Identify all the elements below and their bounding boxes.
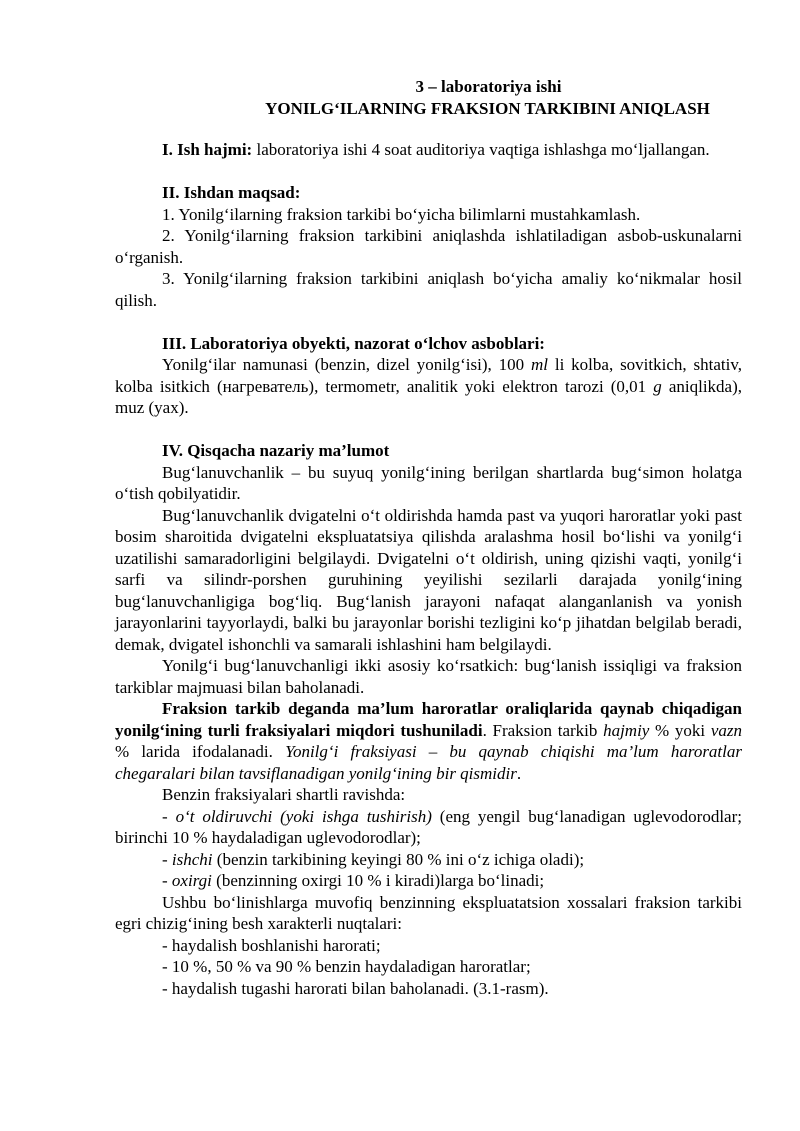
unit-g: g: [653, 376, 662, 396]
list-item: - oxirgi (benzinning oxirgi 10 % i kiradi)larga bo‘linadi;: [162, 871, 545, 890]
list-item: - 10 %, 50 % va 90 % benzin haydaladigan haroratlar;: [162, 957, 531, 976]
document-page: [115, 76, 742, 999]
lab-number: 3 – laboratoriya ishi: [415, 77, 562, 96]
list-item: 2. Yonilg‘ilarning fraksion tarkibini aniqlashda ishlatiladigan asbob-uskunalarni o‘rganish.: [115, 226, 742, 267]
section-heading: IV. Qisqacha nazariy ma’lumot: [162, 441, 390, 460]
page-title: YONILG‘ILARNING FRAKSION TARKIBINI ANIQLASH: [265, 98, 710, 118]
definition-italic: Yonilg‘i fraksiyasi – bu qaynab chiqishi ma’lum haroratlar chegaralari bilan tavsiflanadigan yonilg‘ining bir qismidir: [115, 742, 742, 783]
list-item: - haydalish boshlanishi harorati;: [162, 935, 381, 955]
unit-ml: ml: [531, 355, 549, 374]
paragraph: Bug‘lanuvchanlik – bu suyuq yonilg‘ining berilgan shartlarda bug‘simon holatga o‘tish qobilyatidir.: [115, 462, 742, 503]
list-item: 1. Yonilg‘ilarning fraksion tarkibi bo‘yicha bilimlarni mustahkamlash.: [162, 204, 641, 224]
paragraph-text: laboratoriya ishi 4 soat auditoriya vaqtiga ishlashga mo‘ljallangan.: [252, 140, 710, 159]
definition-paragraph: Fraksion tarkib deganda ma’lum haroratlar oraliqlarida qaynab chiqadigan yonilg‘ining turli fraksiyalari miqdori tushuniladi. Fraksion tarkib hajmiy % yoki vazn % larida ifodalanadi. Yonilg‘i fraksiyasi – bu qaynab chiqishi ma’lum haroratlar chegaralari bilan tavsiflanadigan yonilg‘ining bir qismidir.: [115, 699, 742, 783]
paragraph: Yonilg‘i bug‘lanuvchanligi ikki asosiy ko‘rsatkich: bug‘lanish issiqligi va fraksion tarkiblar majmuasi bilan baholanadi.: [115, 656, 742, 697]
equipment-paragraph: Yonilg‘ilar namunasi (benzin, dizel yonilg‘isi), 100 ml li kolba, sovitkich, shtativ, kolba isitkich (нагреватель), termometr, analitik yoki elektron tarozi (0,01 g aniqlikda), muz (yax).: [115, 355, 742, 417]
paragraph: Benzin fraksiyalari shartli ravishda:: [162, 785, 406, 804]
paragraph: Ushbu bo‘linishlarga muvofiq benzinning ekspluatatsion xossalari fraksion tarkibi egri chizig‘ining besh xarakterli nuqtalari:: [115, 892, 742, 933]
definition-bold: Fraksion tarkib deganda ma’lum haroratlar oraliqlarida qaynab chiqadigan yonilg‘ining turli fraksiyalari miqdori tushuniladi: [115, 699, 742, 740]
list-item: - ishchi (benzin tarkibining keyingi 80 % ini o‘z ichiga oladi);: [162, 849, 585, 869]
list-item: 3. Yonilg‘ilarning fraksion tarkibini aniqlash bo‘yicha amaliy ko‘nikmalar hosil qilish.: [115, 269, 742, 310]
section-heading: I. Ish hajmi:: [162, 140, 253, 159]
paragraph: Bug‘lanuvchanlik dvigatelni o‘t oldirishda hamda past va yuqori haroratlar yoki past bosim sharoitida dvigatelni ekspluatatsiya qilishda aralashma hosil bo‘lishi va yonilg‘i uzatilishi samaradorligini belgilaydi. Dvigatelni o‘t oldirish, uning qizishi vaqti, yonilg‘i sarfi va silindr-porshen guruhining yeyilishi sezilarli darajada yonilg‘ining bug‘lanuvchanligiga bog‘liq. Bug‘lanish jarayoni nafaqat alanganlanish va yonish jarayonlarini tayyorlaydi, balki bu jarayonlar borishi tezligini ko‘p jihatdan belgilab beradi, demak, dvigatel ishonchli va samarali ishlashini ham belgilaydi.: [115, 505, 742, 654]
section-heading: III. Laboratoriya obyekti, nazorat o‘lchov asboblari:: [162, 333, 545, 353]
section-heading: II. Ishdan maqsad:: [162, 183, 301, 202]
section-work-volume: [115, 139, 742, 161]
list-item: - haydalish tugashi harorati bilan baholanadi. (3.1-rasm).: [162, 978, 549, 998]
list-item: - o‘t oldiruvchi (yoki ishga tushirish) (eng yengil bug‘lanadigan uglevodorodlar; birinchi 10 % haydaladigan uglevodorodlar);: [115, 806, 742, 847]
